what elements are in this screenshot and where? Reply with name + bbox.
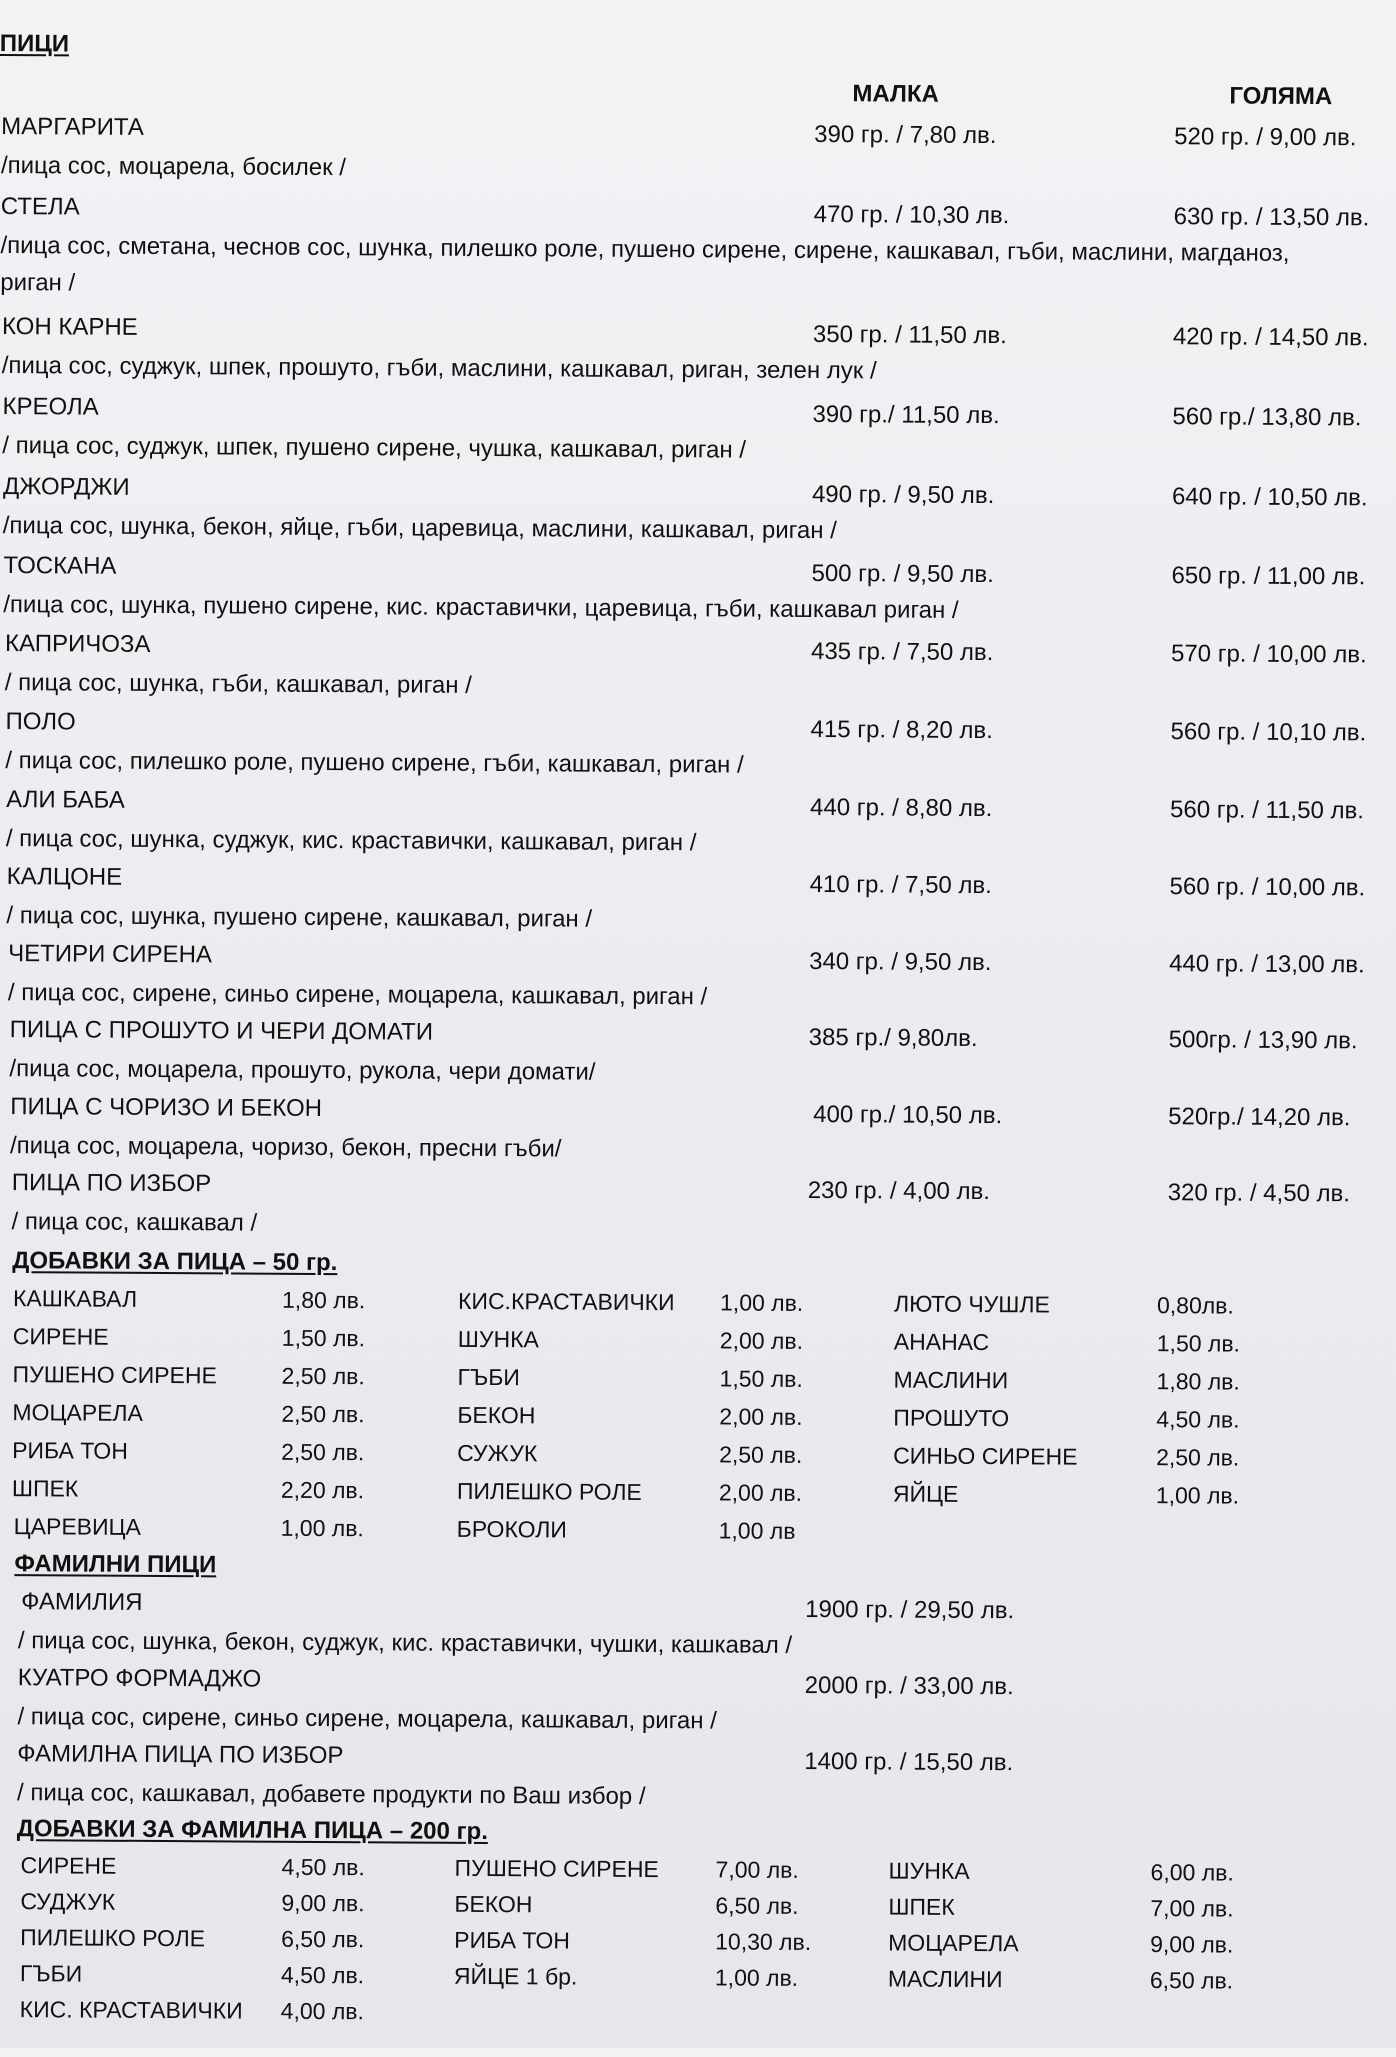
topping-name: ЦАРЕВИЦА bbox=[13, 1513, 142, 1540]
family-toppings-section-title: ДОБАВКИ ЗА ФАМИЛНА ПИЦА – 200 гр. bbox=[16, 1815, 488, 1846]
pizza-name: ПИЦА С ЧОРИЗО И БЕКОН bbox=[10, 1093, 323, 1122]
pizza-large-price: 520 гр. / 9,00 лв. bbox=[1174, 123, 1357, 152]
family-item-familia bbox=[0, 1588, 1386, 1675]
pizza-large-price: 650 гр. / 11,00 лв. bbox=[1171, 562, 1366, 591]
topping-price: 1,00 лв. bbox=[280, 1514, 364, 1542]
pizza-small-price: 390 гр./ 11,50 лв. bbox=[812, 400, 1000, 430]
topping-name: ГЪБИ bbox=[19, 1960, 83, 1987]
topping-price: 1,00 лв. bbox=[719, 1289, 804, 1316]
topping-price: 0,80лв. bbox=[1156, 1292, 1234, 1319]
topping-name: РИБА ТОН bbox=[12, 1437, 128, 1464]
pizza-description: /пица сос, шунка, бекон, яйце, гъби, царевица, маслини, кашкавал, риган / bbox=[2, 512, 837, 545]
pizza-name: ДЖОРДЖИ bbox=[2, 473, 130, 501]
pizza-large-price: 560 гр. / 11,50 лв. bbox=[1169, 796, 1365, 825]
topping-name: АНАНАС bbox=[893, 1328, 990, 1356]
pizza-description: / пица сос, шунка, пушено сирене, кашкавал, риган / bbox=[6, 902, 593, 933]
pizza-large-price: 320 гр. / 4,50 лв. bbox=[1167, 1179, 1351, 1208]
pizza-description: / пица сос, сирене, синьо сирене, моцарела, кашкавал, риган / bbox=[7, 979, 708, 1011]
topping-row bbox=[0, 1323, 1388, 1368]
pizza-item-stela bbox=[0, 193, 1395, 312]
topping-price: 6,50 лв. bbox=[281, 1925, 365, 1953]
pizza-description: /пица сос, суджук, шпек, прошуто, гъби, маслини, кашкавал, риган, зелен лук / bbox=[1, 352, 877, 385]
topping-price: 7,00 лв. bbox=[1150, 1895, 1234, 1922]
pizza-name: КАЛЦОНЕ bbox=[6, 863, 123, 891]
pizza-large-price: 640 гр. / 10,50 лв. bbox=[1171, 483, 1368, 512]
family-price: 2000 гр. / 33,00 лв. bbox=[804, 1671, 1014, 1701]
pizza-large-price: 440 гр. / 13,00 лв. bbox=[1169, 950, 1365, 979]
topping-row bbox=[0, 1437, 1387, 1482]
pizza-name: МАРГАРИТА bbox=[1, 113, 144, 141]
topping-name: ПУШЕНО СИРЕНЕ bbox=[12, 1361, 217, 1389]
topping-name: ШУНКА bbox=[888, 1857, 970, 1884]
topping-price: 1,00 лв. bbox=[714, 1964, 799, 1991]
pizza-small-price: 340 гр. / 9,50 лв. bbox=[809, 947, 992, 977]
pizza-item-dzhordzhi bbox=[0, 473, 1393, 560]
topping-row bbox=[0, 1399, 1387, 1444]
family-price: 1900 гр. / 29,50 лв. bbox=[805, 1595, 1015, 1625]
topping-row bbox=[0, 1996, 1384, 2041]
pizza-name: КУАТРО ФОРМАДЖО bbox=[17, 1664, 262, 1693]
pizza-description: /пица сос, моцарела, чоризо, бекон, пресни гъби/ bbox=[9, 1132, 562, 1163]
topping-price: 4,00 лв. bbox=[280, 1997, 364, 2025]
pizza-name: ФАМИЛИЯ bbox=[21, 1588, 143, 1616]
pizza-description: /пица сос, шунка, пушено сирене, кис. краставички, царевица, гъби, кашкавал риган / bbox=[3, 591, 959, 624]
pizza-small-price: 500 гр. / 9,50 лв. bbox=[811, 559, 994, 589]
pizza-small-price: 400 гр./ 10,50 лв. bbox=[813, 1100, 1003, 1130]
topping-price: 4,50 лв. bbox=[1156, 1406, 1240, 1433]
topping-name: ПУШЕНО СИРЕНЕ bbox=[454, 1854, 659, 1883]
topping-name: ШПЕК bbox=[888, 1893, 955, 1920]
topping-name: СИРЕНЕ bbox=[20, 1852, 117, 1879]
topping-price: 9,00 лв. bbox=[281, 1889, 365, 1917]
pizza-item-kon-karne bbox=[0, 313, 1394, 400]
pizza-name: ПОЛО bbox=[5, 708, 76, 736]
topping-name: СИРЕНЕ bbox=[12, 1323, 109, 1350]
topping-price: 6,00 лв. bbox=[1150, 1859, 1234, 1886]
pizza-small-price: 435 гр. / 7,50 лв. bbox=[810, 637, 994, 667]
topping-name: БЕКОН bbox=[457, 1401, 536, 1429]
pizza-large-price: 560 гр. / 10,00 лв. bbox=[1169, 873, 1366, 902]
topping-price: 1,00 лв bbox=[718, 1517, 796, 1544]
pizza-name: КРЕОЛА bbox=[2, 393, 99, 421]
topping-row bbox=[0, 1285, 1388, 1330]
topping-price: 2,20 лв. bbox=[280, 1476, 365, 1504]
topping-price: 2,50 лв. bbox=[719, 1441, 803, 1468]
topping-name: МАСЛИНИ bbox=[893, 1366, 1009, 1394]
pizza-large-price: 570 гр. / 10,00 лв. bbox=[1170, 640, 1367, 669]
pizza-small-price: 230 гр. / 4,00 лв. bbox=[807, 1176, 991, 1206]
topping-name: ЛЮТО ЧУШЛЕ bbox=[893, 1290, 1050, 1318]
family-item-kuatro-formadzho bbox=[0, 1664, 1386, 1751]
topping-price: 2,50 лв. bbox=[281, 1362, 365, 1390]
topping-name: ШПЕК bbox=[11, 1475, 79, 1502]
pizza-description: /пица сос, моцарела, босилек / bbox=[0, 152, 347, 182]
topping-name: ПИЛЕШКО РОЛЕ bbox=[20, 1924, 206, 1952]
topping-name: МАСЛИНИ bbox=[887, 1965, 1003, 1993]
pizza-small-price: 410 гр. / 7,50 лв. bbox=[809, 870, 992, 900]
pizza-large-price: 520гр./ 14,20 лв. bbox=[1168, 1103, 1351, 1132]
topping-price: 4,50 лв. bbox=[281, 1853, 365, 1881]
pizza-name: ТОСКАНА bbox=[3, 552, 117, 580]
pizza-item-chetiri-sirena bbox=[0, 940, 1390, 1027]
family-price: 1400 гр. / 15,50 лв. bbox=[804, 1747, 1014, 1777]
topping-price: 2,00 лв. bbox=[719, 1403, 803, 1430]
topping-price: 1,80 лв. bbox=[281, 1286, 366, 1314]
topping-price: 2,50 лв. bbox=[281, 1400, 365, 1428]
topping-name: МОЦАРЕЛА bbox=[12, 1399, 143, 1426]
pizza-small-price: 490 гр. / 9,50 лв. bbox=[811, 480, 995, 510]
topping-name: ШУНКА bbox=[457, 1325, 539, 1353]
pizza-description: / пица сос, шунка, гъби, кашкавал, риган / bbox=[4, 669, 472, 699]
pizzas-section-title: ПИЦИ bbox=[0, 29, 70, 58]
pizza-item-polo bbox=[0, 708, 1392, 795]
topping-price: 1,50 лв. bbox=[719, 1365, 803, 1392]
pizza-description: / пица сос, кашкавал, добавете продукти по Ваш избор / bbox=[16, 1779, 646, 1810]
topping-price: 2,00 лв. bbox=[719, 1327, 804, 1354]
topping-name: СУДЖУК bbox=[20, 1888, 116, 1915]
pizza-description: / пица сос, сирене, синьо сирене, моцарела, кашкавал, риган / bbox=[17, 1703, 717, 1735]
pizza-item-po-izbor bbox=[0, 1169, 1389, 1256]
topping-row bbox=[0, 1361, 1388, 1406]
pizza-small-price: 470 гр. / 10,30 лв. bbox=[813, 200, 1010, 230]
topping-name: ПИЛЕШКО РОЛЕ bbox=[456, 1477, 642, 1505]
topping-name: СУЖУК bbox=[457, 1439, 538, 1467]
pizza-description: /пица сос, моцарела, прошуто, рукола, чери домати/ bbox=[9, 1055, 596, 1086]
pizza-large-price: 630 гр. / 13,50 лв. bbox=[1173, 203, 1370, 232]
pizza-description: / пица сос, суджук, шпек, пушено сирене, чушка, кашкавал, риган / bbox=[2, 432, 747, 464]
topping-name: БЕКОН bbox=[454, 1890, 533, 1918]
pizza-name: АЛИ БАБА bbox=[6, 786, 125, 814]
pizza-small-price: 415 гр. / 8,20 лв. bbox=[810, 715, 993, 745]
pizza-name: СТЕЛА bbox=[0, 193, 80, 221]
pizza-name: КОН КАРНЕ bbox=[1, 313, 138, 341]
topping-name: ПРОШУТО bbox=[893, 1404, 1010, 1432]
pizza-small-price: 385 гр./ 9,80лв. bbox=[808, 1023, 978, 1052]
pizza-item-kaprichoza bbox=[0, 630, 1392, 717]
topping-price: 1,50 лв. bbox=[1156, 1330, 1241, 1357]
topping-name: ЯЙЦЕ 1 бр. bbox=[453, 1962, 578, 1990]
topping-price: 1,50 лв. bbox=[281, 1324, 366, 1352]
topping-price: 2,50 лв. bbox=[281, 1438, 365, 1466]
pizza-description: / пица сос, шунка, суджук, кис. краставички, кашкавал, риган / bbox=[5, 825, 697, 857]
topping-name: БРОКОЛИ bbox=[456, 1515, 567, 1543]
pizza-large-price: 560 гр./ 13,80 лв. bbox=[1172, 403, 1362, 432]
pizza-item-chorizo-bekon bbox=[0, 1093, 1389, 1180]
pizza-item-kaltsone bbox=[0, 863, 1391, 950]
topping-name: ГЪБИ bbox=[457, 1363, 520, 1391]
pizza-description: / пица сос, шунка, бекон, суджук, кис. краставички, чушки, кашкавал / bbox=[17, 1627, 793, 1659]
large-size-header: ГОЛЯМА bbox=[1229, 82, 1333, 111]
pizza-name: КАПРИЧОЗА bbox=[4, 630, 151, 658]
family-section-title: ФАМИЛНИ ПИЦИ bbox=[14, 1550, 217, 1579]
topping-name: КАШКАВАЛ bbox=[12, 1285, 138, 1312]
topping-price: 9,00 лв. bbox=[1150, 1931, 1234, 1958]
topping-name: МОЦАРЕЛА bbox=[888, 1929, 1019, 1957]
topping-price: 1,00 лв. bbox=[1155, 1482, 1240, 1509]
pizza-description: /пица сос, сметана, чеснов сос, шунка, пилешко роле, пушено сирене, сирене, кашкавал, гъби, маслини, магданоз, bbox=[0, 232, 1290, 267]
topping-name: СИНЬО СИРЕНЕ bbox=[893, 1442, 1078, 1470]
topping-name: КИС.КРАСТАВИЧКИ bbox=[457, 1287, 675, 1316]
pizza-small-price: 350 гр. / 11,50 лв. bbox=[812, 320, 1007, 350]
pizza-small-price: 390 гр. / 7,80 лв. bbox=[814, 120, 997, 150]
topping-price: 7,00 лв. bbox=[715, 1856, 799, 1883]
pizza-name: ФАМИЛНА ПИЦА ПО ИЗБОР bbox=[17, 1740, 344, 1770]
topping-row bbox=[0, 1475, 1387, 1520]
pizza-item-margarita bbox=[0, 113, 1395, 200]
pizza-small-price: 440 гр. / 8,80 лв. bbox=[810, 793, 993, 823]
pizza-name: ПИЦА ПО ИЗБОР bbox=[11, 1169, 212, 1198]
topping-price: 2,50 лв. bbox=[1156, 1444, 1240, 1471]
pizza-large-price: 560 гр. / 10,10 лв. bbox=[1170, 718, 1367, 747]
pizza-item-ali-baba bbox=[0, 786, 1391, 873]
topping-name: РИБА ТОН bbox=[454, 1926, 570, 1954]
family-item-po-izbor bbox=[0, 1740, 1385, 1827]
pizza-large-price: 420 гр. / 14,50 лв. bbox=[1172, 323, 1369, 352]
pizza-item-kreola bbox=[0, 393, 1394, 480]
pizza-description: / пица сос, пилешко роле, пушено сирене, гъби, кашкавал, риган / bbox=[5, 747, 744, 779]
pizza-name: ПИЦА С ПРОШУТО И ЧЕРИ ДОМАТИ bbox=[9, 1016, 434, 1046]
pizza-item-toskana bbox=[0, 552, 1393, 639]
toppings-section-title: ДОБАВКИ ЗА ПИЦА – 50 гр. bbox=[12, 1247, 338, 1277]
pizza-name: ЧЕТИРИ СИРЕНА bbox=[8, 940, 213, 969]
topping-name: ЯЙЦЕ bbox=[892, 1480, 959, 1507]
topping-price: 10,30 лв. bbox=[715, 1928, 812, 1955]
pizza-description-continued: риган / bbox=[0, 269, 76, 297]
topping-price: 1,80 лв. bbox=[1156, 1368, 1240, 1395]
pizza-item-proshuto-cheri bbox=[0, 1016, 1390, 1103]
pizza-description: / пица сос, кашкавал / bbox=[11, 1208, 258, 1237]
topping-price: 2,00 лв. bbox=[718, 1479, 803, 1506]
topping-price: 4,50 лв. bbox=[280, 1961, 365, 1989]
pizza-large-price: 500гр. / 13,90 лв. bbox=[1168, 1026, 1358, 1055]
topping-price: 6,50 лв. bbox=[715, 1892, 799, 1919]
topping-name: КИС. КРАСТАВИЧКИ bbox=[19, 1996, 243, 2024]
small-size-header: МАЛКА bbox=[852, 80, 939, 108]
topping-price: 6,50 лв. bbox=[1149, 1967, 1234, 1994]
